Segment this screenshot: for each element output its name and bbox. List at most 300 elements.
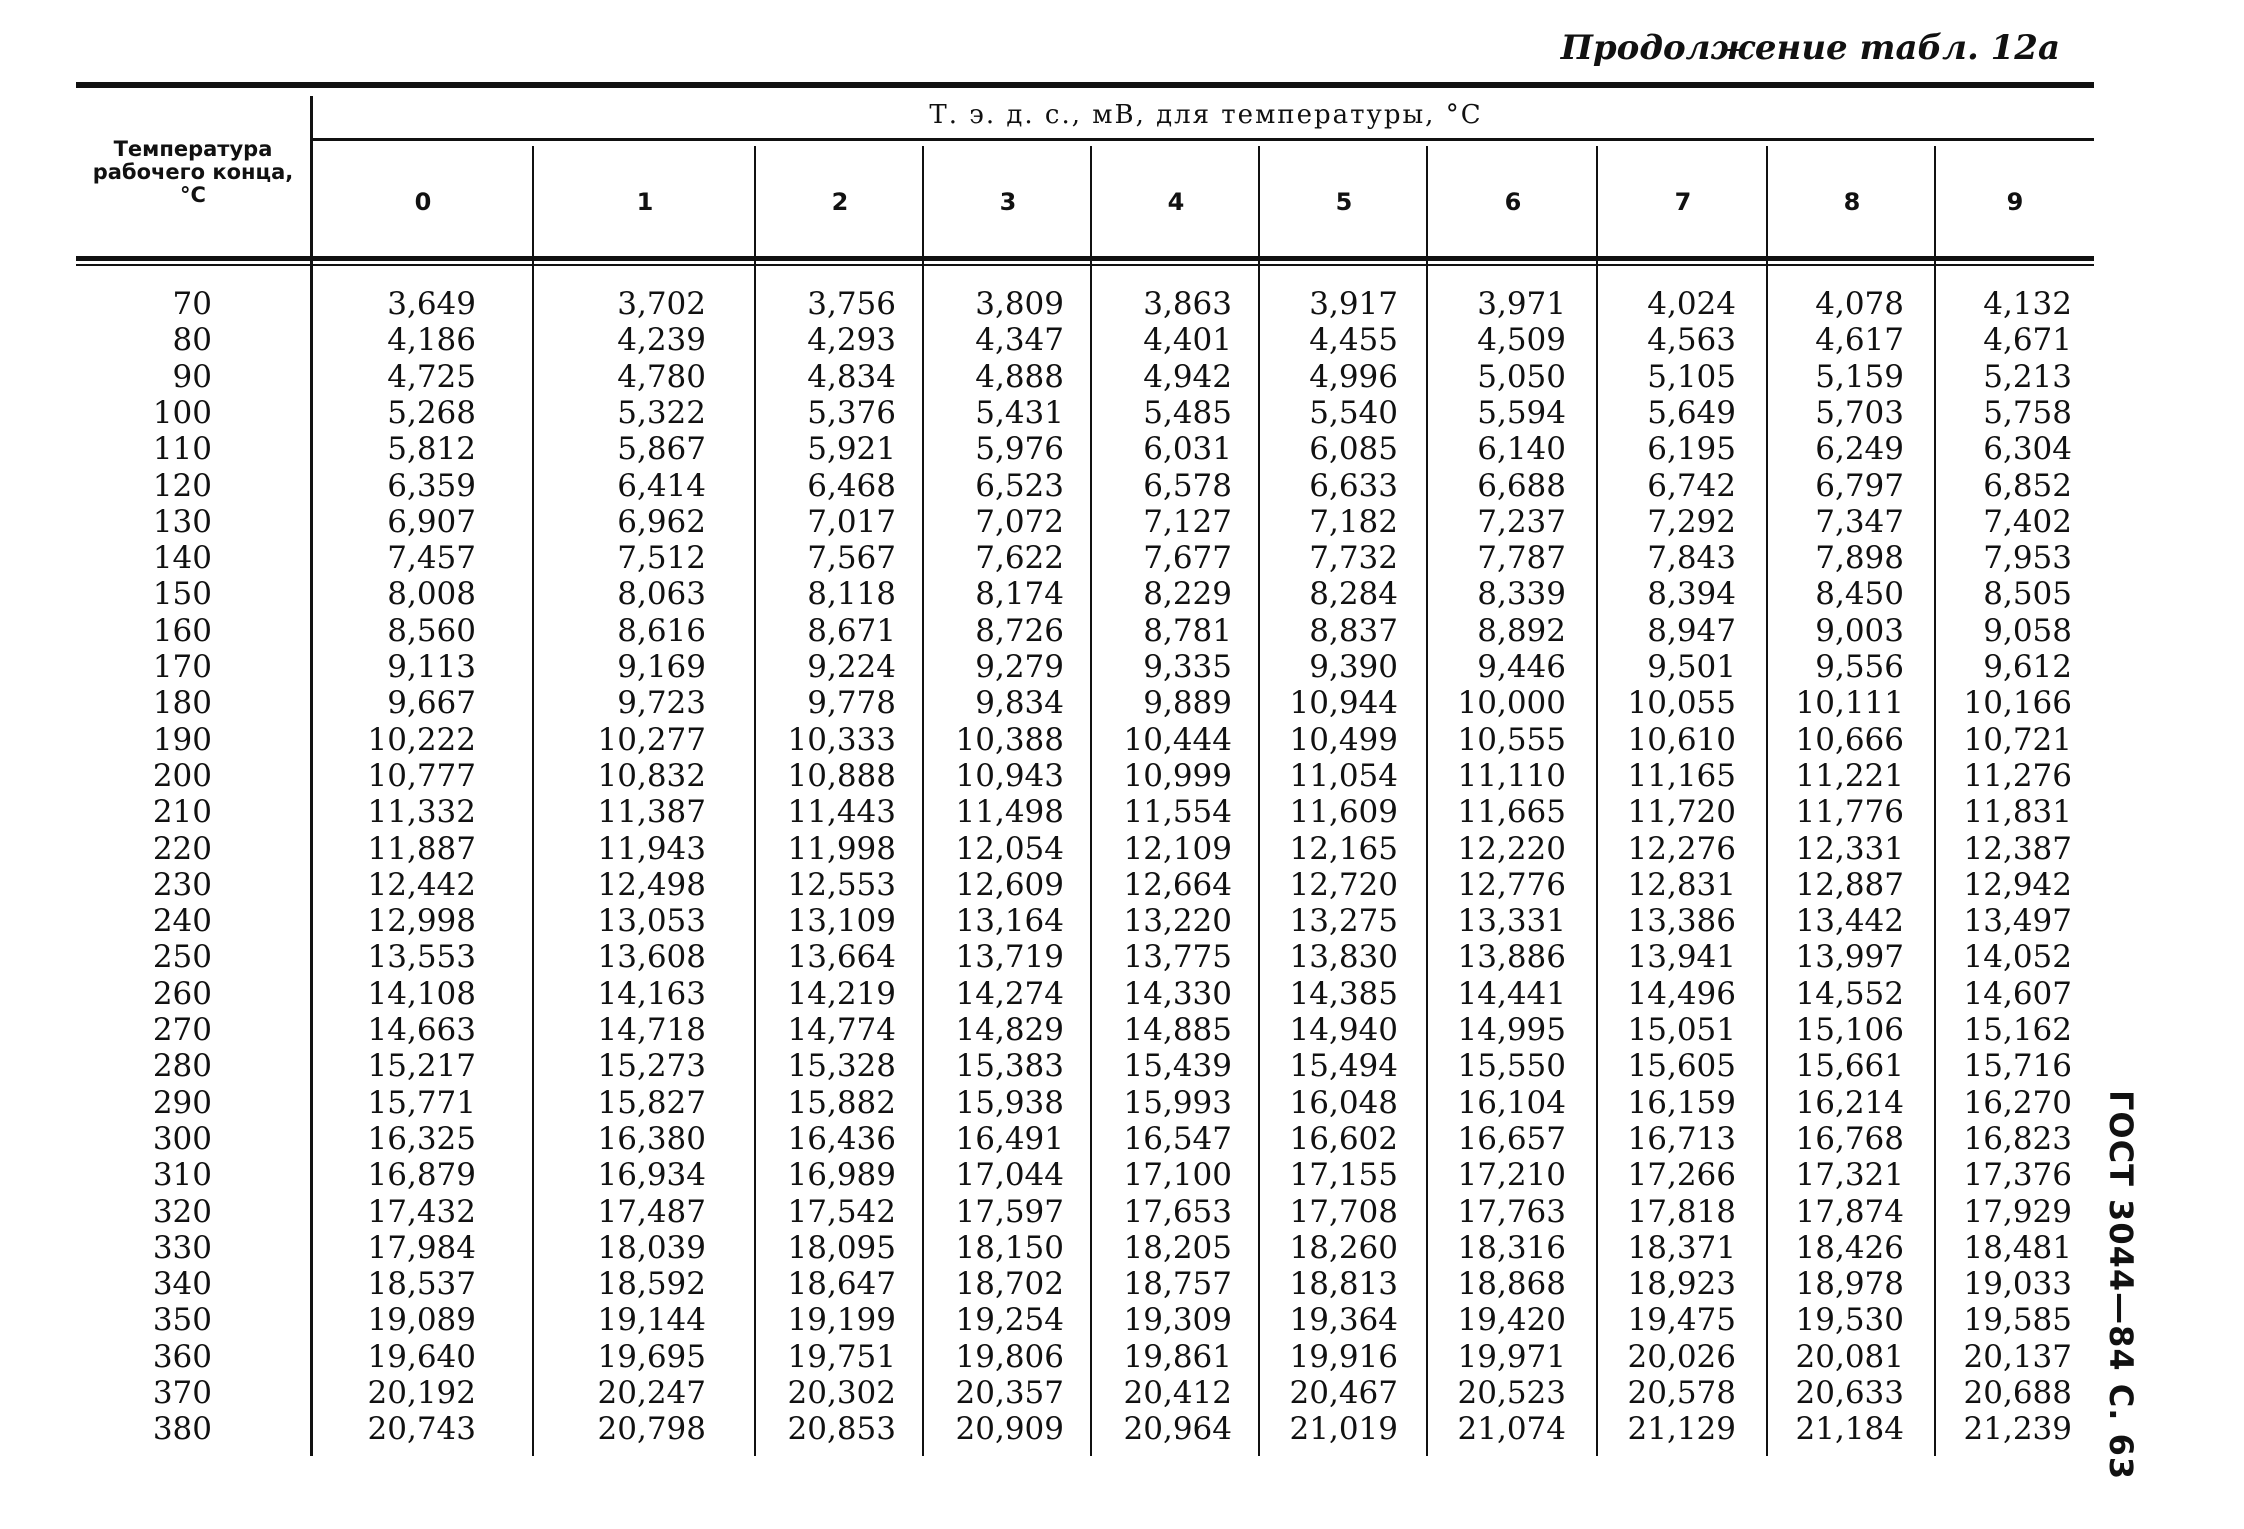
table-cell: 20,192 [367, 1375, 476, 1411]
table-cell: 19,695 [597, 1338, 706, 1375]
table-cell: 7,182 [1309, 503, 1398, 540]
table-row [0, 722, 2244, 758]
table-cell: 4,401 [1143, 322, 1232, 359]
table-cell: 20,743 [367, 1411, 476, 1448]
table-cell: 18,537 [367, 1266, 476, 1303]
table-cell: 5,594 [1477, 394, 1566, 431]
table-cell: 7,402 [1983, 503, 2072, 540]
table-cell: 17,929 [1963, 1193, 2072, 1230]
table-cell: 15,106 [1795, 1012, 1904, 1048]
table-cell: 11,054 [1289, 757, 1398, 794]
table-cell: 13,886 [1457, 939, 1566, 976]
table-cell: 10,277 [597, 721, 706, 758]
table-cell: 11,887 [367, 830, 476, 867]
header-bottom-rule [76, 256, 2094, 261]
table-cell: 11,943 [597, 830, 706, 867]
table-cell: 3,702 [617, 286, 706, 322]
table-cell: 19,806 [955, 1338, 1064, 1375]
table-row [0, 1194, 2244, 1230]
table-cell: 7,127 [1143, 503, 1232, 540]
table-cell: 20,467 [1289, 1375, 1398, 1411]
table-cell: 4,078 [1815, 286, 1904, 322]
table-cell: 14,663 [367, 1012, 476, 1048]
table-cell: 19,585 [1963, 1302, 2072, 1339]
table-cell: 11,776 [1795, 794, 1904, 831]
table-cell: 5,322 [617, 394, 706, 431]
table-cell: 20,026 [1627, 1338, 1736, 1375]
table-cell: 20,412 [1123, 1375, 1232, 1411]
table-cell: 7,017 [807, 503, 896, 540]
table-row [0, 1266, 2244, 1302]
table-cell: 10,555 [1457, 721, 1566, 758]
table-cell: 10,499 [1289, 721, 1398, 758]
table-cell: 12,054 [955, 830, 1064, 867]
table-cell: 5,812 [387, 431, 476, 468]
table-row [0, 1230, 2244, 1266]
table-cell: 5,431 [975, 394, 1064, 431]
table-cell: 12,331 [1795, 830, 1904, 867]
table-cell: 4,780 [617, 358, 706, 395]
table-cell: 14,108 [367, 975, 476, 1012]
table-cell: 9,723 [617, 685, 706, 722]
table-cell: 15,162 [1963, 1012, 2072, 1048]
table-cell: 13,331 [1457, 903, 1566, 940]
table-cell: 7,677 [1143, 540, 1232, 577]
table-cell: 20,633 [1795, 1375, 1904, 1411]
table-cell: 14,718 [597, 1012, 706, 1048]
row-temperature: 290 [152, 1084, 212, 1121]
header-bottom-rule-2 [76, 264, 2094, 266]
table-cell: 9,556 [1815, 649, 1904, 685]
table-cell: 15,383 [955, 1048, 1064, 1085]
table-cell: 20,688 [1963, 1375, 2072, 1411]
table-cell: 4,996 [1309, 358, 1398, 395]
table-cell: 18,095 [787, 1229, 896, 1266]
row-temperature: 270 [152, 1012, 212, 1048]
table-cell: 17,818 [1627, 1193, 1736, 1230]
table-cell: 9,834 [975, 685, 1064, 722]
table-cell: 20,137 [1963, 1338, 2072, 1375]
table-cell: 8,284 [1309, 576, 1398, 613]
table-cell: 16,380 [597, 1120, 706, 1157]
row-temperature: 80 [172, 322, 212, 359]
table-cell: 18,316 [1457, 1229, 1566, 1266]
table-cell: 16,270 [1963, 1084, 2072, 1121]
table-cell: 6,907 [387, 503, 476, 540]
table-row [0, 1157, 2244, 1193]
table-cell: 5,976 [975, 431, 1064, 468]
table-cell: 14,940 [1289, 1012, 1398, 1048]
table-cell: 19,254 [955, 1302, 1064, 1339]
table-cell: 18,205 [1123, 1229, 1232, 1266]
group-header-rule [312, 138, 2094, 141]
table-cell: 13,719 [955, 939, 1064, 976]
table-cell: 17,376 [1963, 1157, 2072, 1194]
table-cell: 20,357 [955, 1375, 1064, 1411]
table-cell: 16,657 [1457, 1120, 1566, 1157]
table-row [0, 1012, 2244, 1048]
table-row [0, 359, 2244, 395]
table-cell: 16,547 [1123, 1120, 1232, 1157]
table-cell: 15,938 [955, 1084, 1064, 1121]
table-row [0, 286, 2244, 322]
column-header-1: 1 [636, 188, 654, 216]
table-cell: 13,997 [1795, 939, 1904, 976]
row-temperature: 250 [152, 939, 212, 976]
table-cell: 9,169 [617, 649, 706, 685]
table-cell: 14,219 [787, 975, 896, 1012]
table-cell: 4,563 [1647, 322, 1736, 359]
row-temperature: 140 [152, 540, 212, 577]
table-cell: 11,998 [787, 830, 896, 867]
table-cell: 9,003 [1815, 612, 1904, 649]
table-cell: 15,328 [787, 1048, 896, 1085]
table-cell: 19,309 [1123, 1302, 1232, 1339]
table-cell: 10,000 [1457, 685, 1566, 722]
table-cell: 15,217 [367, 1048, 476, 1085]
table-row [0, 831, 2244, 867]
table-cell: 6,304 [1983, 431, 2072, 468]
top-rule [76, 82, 2094, 88]
table-cell: 3,756 [807, 286, 896, 322]
table-cell: 12,887 [1795, 866, 1904, 903]
table-cell: 17,763 [1457, 1193, 1566, 1230]
table-cell: 10,111 [1795, 685, 1904, 722]
table-cell: 4,455 [1309, 322, 1398, 359]
column-header-7: 7 [1674, 188, 1692, 216]
table-cell: 12,664 [1123, 866, 1232, 903]
table-cell: 17,542 [787, 1193, 896, 1230]
table-cell: 10,721 [1963, 721, 2072, 758]
table-cell: 8,008 [387, 576, 476, 613]
table-cell: 11,720 [1627, 794, 1736, 831]
table-cell: 8,505 [1983, 576, 2072, 613]
table-cell: 18,592 [597, 1266, 706, 1303]
table-cell: 7,347 [1815, 503, 1904, 540]
table-cell: 6,578 [1143, 467, 1232, 504]
table-cell: 19,530 [1795, 1302, 1904, 1339]
table-cell: 4,509 [1477, 322, 1566, 359]
table-cell: 12,776 [1457, 866, 1566, 903]
row-temperature: 280 [152, 1048, 212, 1085]
row-temperature: 260 [152, 975, 212, 1012]
table-cell: 13,553 [367, 939, 476, 976]
table-cell: 14,496 [1627, 975, 1736, 1012]
table-cell: 6,688 [1477, 467, 1566, 504]
table-cell: 18,371 [1627, 1229, 1736, 1266]
table-row [0, 794, 2244, 830]
table-cell: 4,024 [1647, 286, 1736, 322]
row-temperature: 300 [152, 1120, 212, 1157]
table-cell: 16,823 [1963, 1120, 2072, 1157]
table-cell: 12,942 [1963, 866, 2072, 903]
table-cell: 18,702 [955, 1266, 1064, 1303]
table-cell: 17,708 [1289, 1193, 1398, 1230]
table-cell: 8,174 [975, 576, 1064, 613]
table-cell: 17,155 [1289, 1157, 1398, 1194]
table-cell: 13,664 [787, 939, 896, 976]
table-cell: 16,159 [1627, 1084, 1736, 1121]
table-cell: 6,249 [1815, 431, 1904, 468]
table-cell: 18,757 [1123, 1266, 1232, 1303]
table-cell: 14,552 [1795, 975, 1904, 1012]
table-cell: 8,616 [617, 612, 706, 649]
row-temperature: 190 [152, 721, 212, 758]
table-cell: 10,055 [1627, 685, 1736, 722]
table-cell: 9,778 [807, 685, 896, 722]
table-cell: 18,978 [1795, 1266, 1904, 1303]
table-cell: 12,387 [1963, 830, 2072, 867]
table-cell: 19,033 [1963, 1266, 2072, 1303]
table-cell: 5,376 [807, 394, 896, 431]
table-cell: 8,892 [1477, 612, 1566, 649]
table-cell: 14,052 [1963, 939, 2072, 976]
table-cell: 4,293 [807, 322, 896, 359]
table-cell: 18,260 [1289, 1229, 1398, 1266]
table-row [0, 1339, 2244, 1375]
table-cell: 6,414 [617, 467, 706, 504]
table-cell: 6,031 [1143, 431, 1232, 468]
table-cell: 11,165 [1627, 757, 1736, 794]
table-cell: 9,889 [1143, 685, 1232, 722]
table-cell: 10,832 [597, 757, 706, 794]
table-cell: 13,164 [955, 903, 1064, 940]
table-cell: 6,523 [975, 467, 1064, 504]
table-cell: 5,540 [1309, 394, 1398, 431]
table-cell: 21,184 [1795, 1411, 1904, 1448]
table-cell: 19,861 [1123, 1338, 1232, 1375]
table-cell: 18,039 [597, 1229, 706, 1266]
table-cell: 4,725 [387, 358, 476, 395]
table-cell: 14,829 [955, 1012, 1064, 1048]
row-temperature: 330 [152, 1229, 212, 1266]
table-cell: 10,777 [367, 757, 476, 794]
row-temperature: 110 [152, 431, 212, 468]
table-cell: 11,387 [597, 794, 706, 831]
table-cell: 5,050 [1477, 358, 1566, 395]
row-temperature: 90 [172, 358, 212, 395]
table-cell: 6,468 [807, 467, 896, 504]
table-cell: 3,971 [1477, 286, 1566, 322]
table-cell: 11,332 [367, 794, 476, 831]
table-cell: 17,044 [955, 1157, 1064, 1194]
table-cell: 20,578 [1627, 1375, 1736, 1411]
table-cell: 19,420 [1457, 1302, 1566, 1339]
table-cell: 9,279 [975, 649, 1064, 685]
row-temperature: 380 [152, 1411, 212, 1448]
table-cell: 13,109 [787, 903, 896, 940]
table-cell: 9,224 [807, 649, 896, 685]
row-temperature: 340 [152, 1266, 212, 1303]
row-temperature: 150 [152, 576, 212, 613]
table-cell: 14,885 [1123, 1012, 1232, 1048]
table-cell: 16,989 [787, 1157, 896, 1194]
table-cell: 18,647 [787, 1266, 896, 1303]
table-cell: 15,771 [367, 1084, 476, 1121]
table-cell: 13,608 [597, 939, 706, 976]
table-cell: 14,385 [1289, 975, 1398, 1012]
table-cell: 12,276 [1627, 830, 1736, 867]
table-cell: 17,874 [1795, 1193, 1904, 1230]
table-row [0, 395, 2244, 431]
table-cell: 20,853 [787, 1411, 896, 1448]
table-cell: 8,837 [1309, 612, 1398, 649]
table-cell: 11,443 [787, 794, 896, 831]
table-cell: 16,602 [1289, 1120, 1398, 1157]
table-cell: 17,432 [367, 1193, 476, 1230]
table-cell: 14,274 [955, 975, 1064, 1012]
table-cell: 8,781 [1143, 612, 1232, 649]
table-cell: 13,220 [1123, 903, 1232, 940]
table-cell: 16,214 [1795, 1084, 1904, 1121]
side-page-reference: ГОСТ 3044—84 С. 63 [2102, 1090, 2140, 1481]
table-cell: 9,667 [387, 685, 476, 722]
table-cell: 14,995 [1457, 1012, 1566, 1048]
table-cell: 18,923 [1627, 1266, 1736, 1303]
table-row [0, 758, 2244, 794]
table-cell: 10,666 [1795, 721, 1904, 758]
table-row [0, 939, 2244, 975]
table-cell: 16,713 [1627, 1120, 1736, 1157]
table-cell: 21,239 [1963, 1411, 2072, 1448]
row-temperature: 120 [152, 467, 212, 504]
table-cell: 7,512 [617, 540, 706, 577]
table-cell: 11,665 [1457, 794, 1566, 831]
table-cell: 7,237 [1477, 503, 1566, 540]
table-cell: 5,105 [1647, 358, 1736, 395]
table-cell: 5,921 [807, 431, 896, 468]
table-row [0, 1121, 2244, 1157]
table-cell: 12,165 [1289, 830, 1398, 867]
table-cell: 6,797 [1815, 467, 1904, 504]
table-cell: 5,758 [1983, 394, 2072, 431]
table-cell: 11,554 [1123, 794, 1232, 831]
table-row [0, 1302, 2244, 1338]
table-cell: 15,273 [597, 1048, 706, 1085]
table-cell: 6,359 [387, 467, 476, 504]
table-row [0, 903, 2244, 939]
table-cell: 7,622 [975, 540, 1064, 577]
table-cell: 9,058 [1983, 612, 2072, 649]
table-cell: 4,834 [807, 358, 896, 395]
table-cell: 15,605 [1627, 1048, 1736, 1085]
table-cell: 8,726 [975, 612, 1064, 649]
table-cell: 13,775 [1123, 939, 1232, 976]
table-cell: 20,798 [597, 1411, 706, 1448]
table-cell: 15,439 [1123, 1048, 1232, 1085]
table-cell: 7,732 [1309, 540, 1398, 577]
table-cell: 16,934 [597, 1157, 706, 1194]
table-cell: 5,268 [387, 394, 476, 431]
table-cell: 11,498 [955, 794, 1064, 831]
table-cell: 13,442 [1795, 903, 1904, 940]
table-cell: 20,909 [955, 1411, 1064, 1448]
table-cell: 5,485 [1143, 394, 1232, 431]
row-temperature: 370 [152, 1375, 212, 1411]
table-cell: 4,888 [975, 358, 1064, 395]
table-cell: 10,999 [1123, 757, 1232, 794]
table-cell: 21,129 [1627, 1411, 1736, 1448]
table-cell: 15,993 [1123, 1084, 1232, 1121]
row-temperature: 360 [152, 1338, 212, 1375]
table-cell: 19,364 [1289, 1302, 1398, 1339]
table-cell: 16,768 [1795, 1120, 1904, 1157]
table-cell: 6,633 [1309, 467, 1398, 504]
table-cell: 7,457 [387, 540, 476, 577]
row-temperature: 200 [152, 757, 212, 794]
table-cell: 8,229 [1143, 576, 1232, 613]
table-cell: 18,426 [1795, 1229, 1904, 1266]
table-cell: 8,339 [1477, 576, 1566, 613]
row-temperature: 210 [152, 794, 212, 831]
table-cell: 17,100 [1123, 1157, 1232, 1194]
table-cell: 10,888 [787, 757, 896, 794]
table-cell: 10,444 [1123, 721, 1232, 758]
table-cell: 19,751 [787, 1338, 896, 1375]
table-cell: 5,213 [1983, 358, 2072, 395]
column-group-title: Т. э. д. с., мВ, для температуры, °C [929, 100, 1483, 130]
table-cell: 13,830 [1289, 939, 1398, 976]
table-cell: 20,247 [597, 1375, 706, 1411]
table-cell: 6,852 [1983, 467, 2072, 504]
table-cell: 6,140 [1477, 431, 1566, 468]
table-cell: 12,831 [1627, 866, 1736, 903]
table-cell: 19,916 [1289, 1338, 1398, 1375]
table-cell: 19,089 [367, 1302, 476, 1339]
table-cell: 9,390 [1309, 649, 1398, 685]
table-cell: 18,150 [955, 1229, 1064, 1266]
table-cell: 17,597 [955, 1193, 1064, 1230]
table-cell: 19,640 [367, 1338, 476, 1375]
row-temperature: 70 [172, 286, 212, 322]
table-cell: 9,501 [1647, 649, 1736, 685]
table-cell: 14,330 [1123, 975, 1232, 1012]
table-row [0, 649, 2244, 685]
table-cell: 17,487 [597, 1193, 706, 1230]
table-row [0, 540, 2244, 576]
table-cell: 7,787 [1477, 540, 1566, 577]
table-cell: 12,442 [367, 866, 476, 903]
table-cell: 20,964 [1123, 1411, 1232, 1448]
table-cell: 20,302 [787, 1375, 896, 1411]
table-cell: 8,394 [1647, 576, 1736, 613]
table-cell: 15,716 [1963, 1048, 2072, 1085]
table-cell: 8,671 [807, 612, 896, 649]
table-cell: 13,497 [1963, 903, 2072, 940]
table-row [0, 468, 2244, 504]
table-cell: 6,195 [1647, 431, 1736, 468]
table-cell: 17,653 [1123, 1193, 1232, 1230]
table-cell: 17,266 [1627, 1157, 1736, 1194]
column-header-4: 4 [1167, 188, 1185, 216]
table-cell: 11,221 [1795, 757, 1904, 794]
table-cell: 15,494 [1289, 1048, 1398, 1085]
row-temperature: 130 [152, 503, 212, 540]
table-cell: 8,118 [807, 576, 896, 613]
table-cell: 21,074 [1457, 1411, 1566, 1448]
table-row [0, 867, 2244, 903]
table-cell: 10,222 [367, 721, 476, 758]
table-cell: 3,809 [975, 286, 1064, 322]
table-cell: 10,166 [1963, 685, 2072, 722]
table-cell: 16,491 [955, 1120, 1064, 1157]
table-cell: 4,942 [1143, 358, 1232, 395]
table-cell: 4,186 [387, 322, 476, 359]
table-cell: 19,144 [597, 1302, 706, 1339]
column-header-9: 9 [2006, 188, 2024, 216]
table-cell: 4,239 [617, 322, 706, 359]
table-cell: 17,321 [1795, 1157, 1904, 1194]
